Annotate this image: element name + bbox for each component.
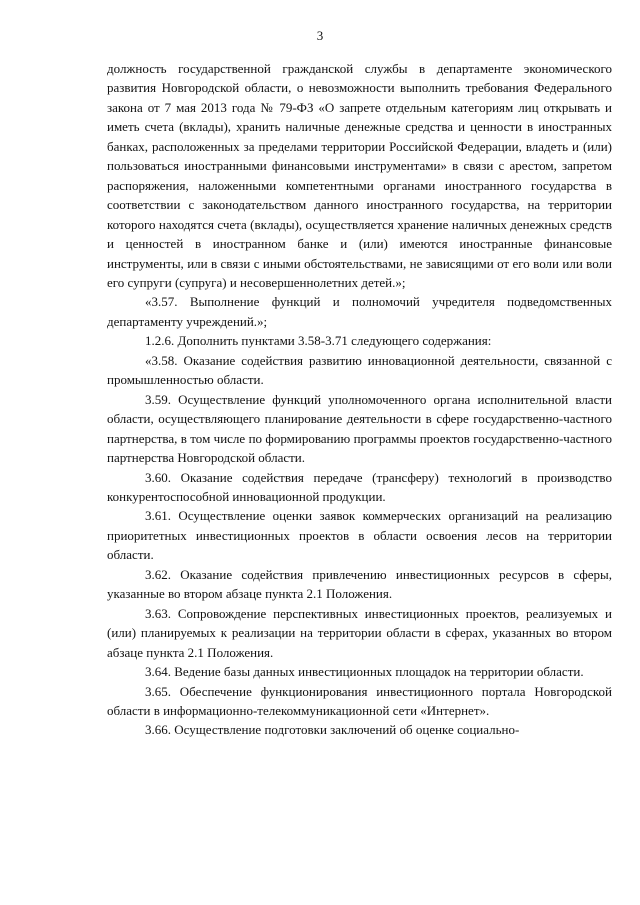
- paragraph-3-62: 3.62. Оказание содействия привлечению инвестиционных ресурсов в сферы, указанные во втором абзаце пункта 2.1 Положения.: [107, 566, 612, 602]
- paragraph-3-63: 3.63. Сопровождение перспективных инвестиционных проектов, реализуемых и (или) планируемых к реализации на территории области в сферах, указанных во втором абзаце пункта 2.1 Положения.: [107, 605, 612, 660]
- paragraph-3-58: «3.58. Оказание содействия развитию инновационной деятельности, связанной с промышленностью области.: [107, 352, 612, 388]
- paragraph-3-65: 3.65. Обеспечение функционирования инвестиционного портала Новгородской области в информационно-телекоммуникационной сети «Интернет».: [107, 683, 612, 718]
- paragraph-3-66: 3.66. Осуществление подготовки заключений об оценке социально-: [145, 722, 520, 738]
- paragraph-continuation: должность государственной гражданской службы в департаменте экономического развития Новгородской области, о невозможности выполнить требования Федерального закона от 7 мая 2013 года № 79-ФЗ «О запрете отдельным категориям лиц открывать и иметь счета (вклады), хранить наличные денежные средства и ценности в иностранных банках, расположенных за пределами территории Российской Федерации, владеть и (или) пользоваться иностранными финансовыми инструментами» в связи с арестом, запретом распоряжения, наложенными компетентными органами иностранного государства в соответствии с законодательством данного иностранного государства, на территории которого находятся счета (вклады), осуществляется хранение наличных денежных средств и ценностей в иностранном банке и (или) имеются иностранные финансовые инструменты, или в связи с иными обстоятельствами, не зависящими от его воли или воли его супруги (супруга) и несовершеннолетних детей.»;: [107, 61, 612, 290]
- paragraph-3-64: 3.64. Ведение базы данных инвестиционных площадок на территории области.: [145, 664, 584, 680]
- page-number: 3: [316, 28, 324, 43]
- paragraph-3-60: 3.60. Оказание содействия передаче (трансферу) технологий в производство конкурентоспособной инновационной продукции.: [107, 469, 612, 504]
- paragraph-3-59: 3.59. Осуществление функций уполномоченного органа исполнительной власти области, осуществляющего планирование деятельности в сфере государственно-частного партнерства, в том числе по формированию программы проектов государственно-частного партнерства Новгородской области.: [107, 391, 612, 466]
- document-body: [107, 59, 612, 740]
- paragraph-3-57: «3.57. Выполнение функций и полномочий учредителя подведомственных департаменту учреждений.»;: [107, 294, 612, 329]
- paragraph-1-2-6: 1.2.6. Дополнить пунктами 3.58-3.71 следующего содержания:: [145, 333, 492, 349]
- paragraph-3-61: 3.61. Осуществление оценки заявок коммерческих организаций на реализацию приоритетных инвестиционных проектов в области освоения лесов на территории области.: [107, 508, 612, 563]
